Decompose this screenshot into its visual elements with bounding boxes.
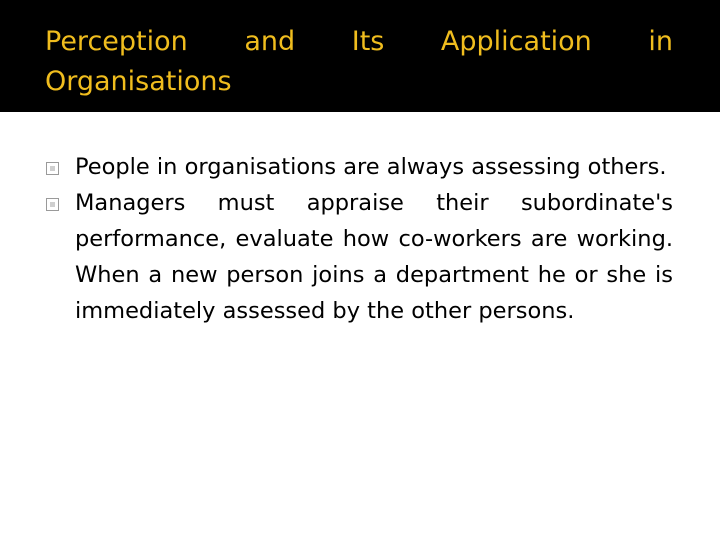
bullet-item <box>45 185 673 329</box>
bullet-item <box>45 149 673 185</box>
square-bullet-icon <box>46 162 59 175</box>
title-bar <box>0 0 720 112</box>
square-bullet-icon <box>46 198 59 211</box>
slide-title: Perception and Its Application in Organisations <box>45 26 673 97</box>
bullet-text: Managers must appraise their subordinate's performance, evaluate how co-workers are working. When a new person joins a department he or she is immediately assessed by the other persons. <box>75 190 673 324</box>
bullet-text: People in organisations are always assessing others. <box>75 154 667 180</box>
bullet-list <box>45 149 673 329</box>
